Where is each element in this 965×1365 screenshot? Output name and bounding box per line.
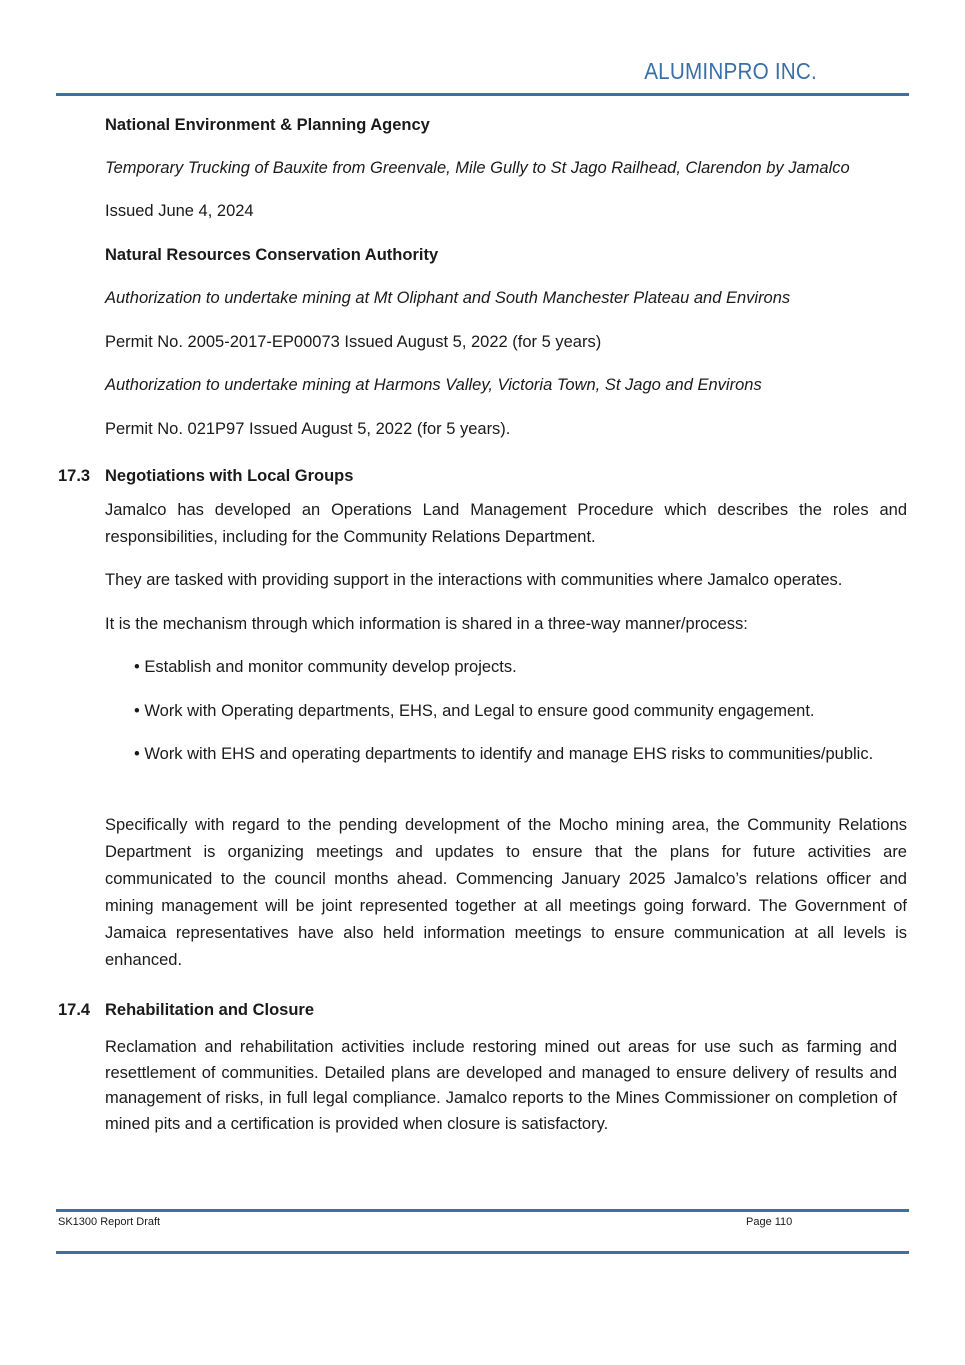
section-title: Rehabilitation and Closure [105,1001,315,1019]
permit-title-trucking: Temporary Trucking of Bauxite from Greenvale, Mile Gully to St Jago Railhead, Clarendon by Jamalco [105,159,850,177]
header-rule [56,93,909,96]
section-17-4-para-1: Reclamation and rehabilitation activities include restoring mined out areas for use such as farming and resettlement of communities. Detailed plans are developed and managed to ensure delivery of results and management of risks, in full legal compliance. Jamalco reports to the Mines Commissioner on completion of mined pits and a certification is provided when closure is satisfactory. [105,1038,897,1133]
section-17-3-para-1: Jamalco has developed an Operations Land Management Procedure which describes the roles and responsibilities, including for the Community Relations Department. [105,501,907,546]
footer-report-title: SK1300 Report Draft [58,1216,161,1228]
section-title: Negotiations with Local Groups [105,467,354,485]
permit-detail-mt-oliphant: Permit No. 2005-2017-EP00073 Issued August 5, 2022 (for 5 years) [105,333,602,351]
permit-agency-nrca: Natural Resources Conservation Authority [105,246,439,264]
section-17-3-para-2: They are tasked with providing support in the interactions with communities where Jamalco operates. [105,571,843,589]
permit-title-harmons-valley: Authorization to undertake mining at Harmons Valley, Victoria Town, St Jago and Environs [105,376,762,394]
permit-detail-harmons-valley: Permit No. 021P97 Issued August 5, 2022 (for 5 years). [105,420,511,438]
footer-rule-top [56,1209,909,1212]
section-17-3-para-3: It is the mechanism through which information is shared in a three-way manner/process: [105,615,748,633]
list-item: • Work with Operating departments, EHS, and Legal to ensure good community engagement. [134,702,815,720]
company-brand: ALUMINPRO INC. [644,58,817,84]
section-heading-17-4 [58,997,314,1024]
footer-rule-bottom [56,1251,909,1254]
permit-detail-trucking: Issued June 4, 2024 [105,202,254,220]
permit-title-mt-oliphant: Authorization to undertake mining at Mt Oliphant and South Manchester Plateau and Environs [105,289,791,307]
footer-page-number: Page 110 [746,1216,793,1228]
section-number: 17.3 [58,467,91,485]
section-17-3-para-4: Specifically with regard to the pending development of the Mocho mining area, the Community Relations Department is organizing meetings and updates to ensure that the plans for future activities are communicated to the council months ahead. Commencing January 2025 Jamalco’s relations officer and mining management will be joint represented together at all meetings going forward. The Government of Jamaica representatives have also held information meetings to ensure communication at all levels is enhanced. [105,816,907,969]
list-item: • Work with EHS and operating departments to identify and manage EHS risks to communities/public. [134,745,874,763]
section-heading-17-3 [58,463,353,490]
permit-agency-nepa: National Environment & Planning Agency [105,116,430,134]
section-number: 17.4 [58,1001,91,1019]
list-item: • Establish and monitor community develop projects. [134,658,517,676]
